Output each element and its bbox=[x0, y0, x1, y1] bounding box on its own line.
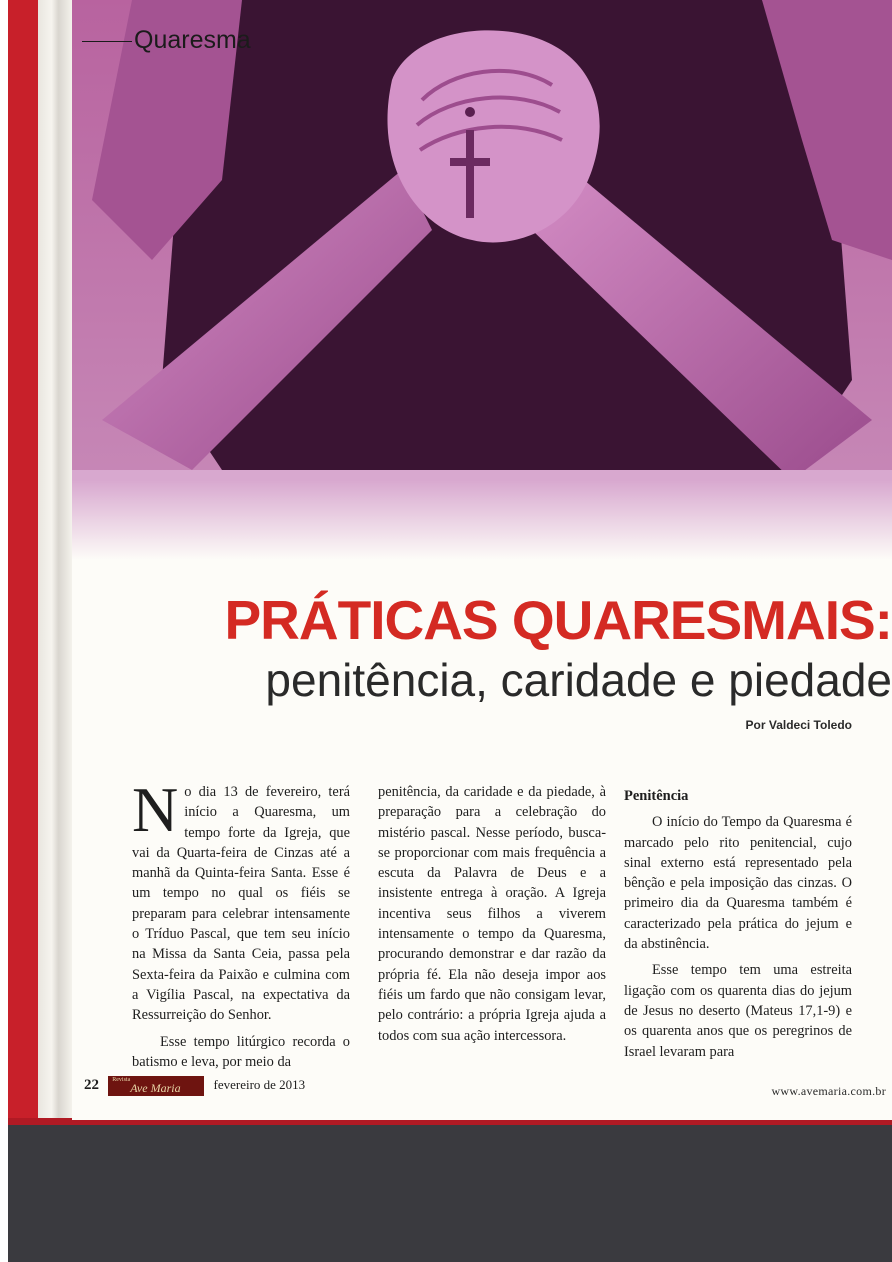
article-byline: Por Valdeci Toledo bbox=[745, 718, 852, 732]
paragraph-2: Esse tempo litúrgico recorda o batismo e leva, por meio da bbox=[132, 1033, 350, 1070]
paragraph-3: penitência, da caridade e da piedade, à preparação para a celebração do mistério pascal. Nesse período, busca-se proporcionar com mais frequência a escuta da Palavra de Deus e a insistente entrega à oração. A Igreja incentiva seus filhos a viverem intensamente o tempo da Quaresma, procurando demonstrar e dar razão da própria fé. Ela não deseja impor aos fiéis um fardo que não consigam levar, pelo contrário: a própria Igreja ajuda a todos com sua ação intercessora. bbox=[378, 784, 606, 1044]
cover-edge-strip bbox=[8, 0, 38, 1125]
text-column-1 bbox=[132, 774, 350, 1072]
issue-date: fevereiro de 2013 bbox=[213, 1076, 306, 1092]
page-footer bbox=[84, 1076, 305, 1096]
logo-text: Ave Maria bbox=[130, 1081, 181, 1095]
magazine-logo bbox=[108, 1076, 204, 1096]
logo-small-text: Revista bbox=[112, 1077, 131, 1083]
text-column-2 bbox=[378, 782, 606, 1046]
paragraph-1-text: o dia 13 de fevereiro, terá início a Quaresma, um tempo forte da Igreja, que vai da Quarta-feira de Cinzas até a manhã da Quinta-feira Santa. Esse é um tempo no qual os fiéis se preparam para celebrar intensamente o Tríduo Pascal, que tem seu início na Missa da Santa Ceia, passa pela Sexta-feira da Paixão e culmina com a Vigília Pascal, na expectativa da Ressurreição do Senhor. bbox=[132, 784, 350, 1024]
article-title: PRÁTICAS QUARESMAIS: bbox=[224, 589, 892, 651]
paragraph-4: O início do Tempo da Quaresma é marcado pelo rito penitencial, cujo sinal externo está representado pela bênção e pela imposição das cinzas. O primeiro dia da Quaresma também é caracterizado pela prática do jejum e da abstinência. bbox=[624, 814, 852, 953]
page-number: 22 bbox=[84, 1076, 99, 1093]
section-label bbox=[82, 26, 251, 55]
paragraph-1 bbox=[132, 774, 350, 1026]
section-heading: Penitência bbox=[624, 788, 689, 804]
paragraph-5: Esse tempo tem uma estreita ligação com os quarenta dias do jejum de Jesus no deserto (Mateus 17,1-9) e os quarenta anos que os peregrinos de Israel levaram para bbox=[624, 962, 852, 1060]
section-rule bbox=[82, 41, 132, 42]
website-url: www.avemaria.com.br bbox=[771, 1084, 886, 1098]
section-name: Quaresma bbox=[134, 26, 251, 54]
article-subtitle: penitência, caridade e piedade bbox=[265, 654, 892, 706]
magazine-page bbox=[72, 0, 892, 1120]
scanner-backing bbox=[8, 1125, 892, 1262]
text-column-3 bbox=[624, 786, 852, 1062]
page-stack-edge bbox=[38, 0, 72, 1125]
drop-cap: N bbox=[132, 774, 179, 845]
praying-hands-photo bbox=[72, 0, 892, 560]
